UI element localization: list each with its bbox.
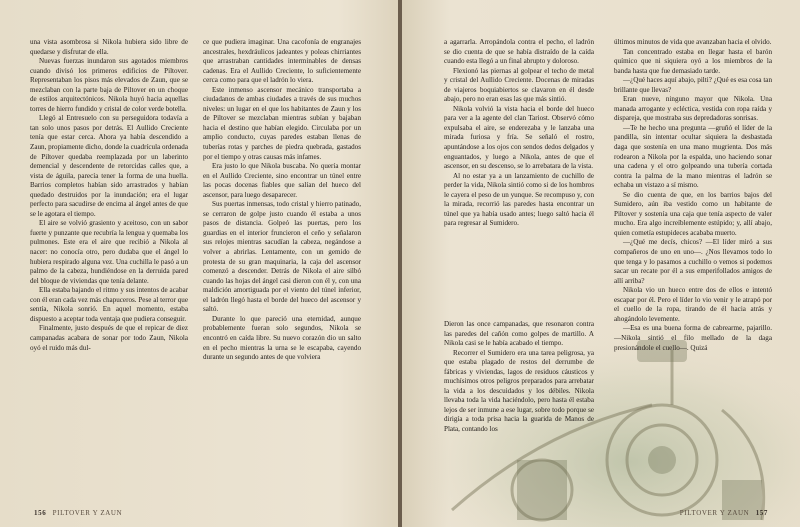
running-head: PILTOVER Y ZAUN (52, 509, 123, 517)
paragraph: Ella estaba bajando el ritmo y sus intentos de acabar con él eran cada vez más chapuceros. Pese al terror que sentía, Nikola sonrió. En aquel momento, estaba dispuesto a aceptar toda ventaja que pudiera conseguir. (30, 286, 188, 323)
paragraph: Nikola volvió la vista hacia el borde del hueco para ver a la agente del clan Tariost. Observó cómo expulsaba el aire, se enderezaba y le lanzaba una mirada furiosa y fría. Se señaló el rostro, apuntándose a los ojos con sendos dedos delgados y enguantados, y luego a Nikola, antes de que el ascensor, en su descenso, se lo arrebatara de la vista. (444, 104, 594, 171)
left-page (0, 0, 398, 527)
paragraph: Llegó al Entresuelo con su perseguidora todavía a tan solo unos pasos por detrás. El Aullido Creciente tenía que estar cerca. Ahora ya había descendido a Zaun, propiamente dicho, donde la cuadrícula ordenada de Piltover quedaba reemplazada por un laberinto demencial y descendente de retorcidas calles que, a vista de águila, parecía tener la forma de una huella. Barrios completos habían sido arrastrados y habían quedado destruidos por la inundación; era el lugar perfecto para sacudirse de encima al ángel antes de que se le agotara el tiempo. (30, 114, 188, 218)
right-column-1-lower (444, 320, 594, 435)
paragraph: Era justo lo que Nikola buscaba. No quería montar en el Aullido Creciente, sino encontrar un túnel entre las pocas docenas fiables que salían del hueco del ascensor, para luego desaparecer. (203, 162, 361, 199)
paragraph: Este inmenso ascensor mecánico transportaba a ciudadanos de ambas ciudades a través de sus muchos niveles: un lugar en el que los habitantes de Zaun y los de Piltover se mezclaban mientras subían y bajaban hacia el destino que habían elegido. Circulaba por un amplio conducto, cuyas paredes estaban llenas de tuberías rotas y parches de piedra quebrada, gastados por el tiempo y otras causas más infames. (203, 85, 361, 161)
paragraph: últimos minutos de vida que avanzaban hacia el olvido. (614, 38, 772, 46)
paragraph: Tan concentrado estaba en llegar hasta el barón químico que ni siquiera oyó a los miembros de la banda hasta que fue demasiado tarde. (614, 47, 772, 75)
left-page-footer (30, 509, 122, 517)
paragraph: El aire se volvió grasiento y aceitoso, con un sabor fuerte y punzante que recubría la lengua y quemaba los pulmones. Este era el aire que recibió a Nikola al nacer: no conocía otro, pero dudaba que el ángel lo hubiera respirado alguna vez. Una cuchilla le pasó a un palmo de la cabeza, hundiéndose en la derruida pared del bloque de viviendas que tenía delante. (30, 219, 188, 285)
paragraph: Durante lo que pareció una eternidad, aunque probablemente fueran solo segundos, Nikola se encontró en caída libre. Su nuevo corazón dio un salto en el pecho mientras la urna se le escapaba, cayendo durante un segundo antes de que volviera (203, 314, 361, 362)
paragraph: Eran nueve, ninguno mayor que Nikola. Una manada arrogante y ecléctica, vestida con ropa raída y dispareja, que mostraba sus depredadoras sonrisas. (614, 95, 772, 123)
paragraph: Se dio cuenta de que, en los barrios bajos del Sumidero, aún iba vestido como un habitante de Piltover y sostenía una caja que tenía aspecto de valer mucho. Era algo increíblemente estúpido; y, allí abajo, quien cometía estupideces acababa muerto. (614, 190, 772, 237)
right-page-footer (680, 509, 772, 517)
left-column-1 (30, 38, 188, 353)
paragraph: —Te he hecho una pregunta —gruñó el líder de la pandilla, sin intentar ocultar siquiera la desbastada daga que sostenía en una mano mugrienta. Dos más rodearon a Nikola por la espalda, uno haciendo sonar una cadena y el otro golpeando una tubería cortada contra la palma de la mano mientras el ladrón se echaba un vistazo a sí mismo. (614, 123, 772, 190)
paragraph: Al no estar ya a un lanzamiento de cuchillo de perder la vida, Nikola sintió como si de los hombros le cayera el peso de un yunque. Se recompuso y, con la mirada, recorrió las paredes hasta encontrar un túnel que ya había usado antes; luego saltó hacia él para regresar al Sumidero. (444, 171, 594, 228)
paragraph: Nikola vio un hueco entre dos de ellos e intentó escapar por él. Pero el líder lo vio venir y le atrapó por el cuello de la ropa, tirando de él hacia atrás y ahogándolo levemente. (614, 286, 772, 323)
page-number: 156 (34, 509, 47, 517)
right-page (402, 0, 800, 527)
paragraph: a agarrarla. Arropándola contra el pecho, el ladrón se dio cuenta de que se había distraído de la caída cuando esta llegó a un final abrupto y doloroso. (444, 38, 594, 66)
paragraph: Sus puertas inmensas, todo cristal y hierro patinado, se cerraron de golpe justo cuando él estaba a unos pasos de distancia. Golpeó las puertas, pero los guardias en el interior fruncieron el ceño y señalaron sus relojes mientras sacudían la cabeza, negándose a volver a abrirlas. Lentamente, con un gemido de protesta de su gran maquinaria, la caja del ascensor comenzó a descender. Detrás de Nikola el aire silbó cuando las hojas del ángel casi dieron con él y, con una maldición amortiguada por el viento del túnel inferior, el ladrón llegó hasta el borde del hueco del ascensor y saltó. (203, 200, 361, 314)
paragraph: —¿Qué me decís, chicos? —El líder miró a sus compañeros de uno en uno—. ¿Nos llevamos todo lo que tenga y lo pasamos a cuchillo o vemos si podemos sacar un recate por él a sus emperifollados amigos de allí arriba? (614, 238, 772, 285)
paragraph: Nuevas fuerzas inundaron sus agotados miembros cuando divisó los primeros edificios de Piltover. Representaban los pisos más elevados de Zaun, que se mezclaban con la parte baja de Piltover en un choque de estilos arquitectónicos. Nikola huyó hacia aquellas torres de hierro fundido y cristal de color verde botella. (30, 57, 188, 113)
paragraph: ce que pudiera imaginar. Una cacofonía de engranajes ancestrales, hexdráulicos jadeantes y poleas chirriantes que arrastraban cantidades interminables de densas cadenas. Era el Aullido Creciente, lo suficientemente cerca como para que el ladrón lo viera. (203, 38, 361, 85)
paragraph: —Esa es una buena forma de cabrearme, pajarillo. —Nikola sintió el filo mellado de la daga presionándole el cuello—. Quizá (614, 324, 772, 352)
paragraph: Dieron las once campanadas, que resonaron contra las paredes del cañón como golpes de martillo. A Nikola casi se le había acabado el tiempo. (444, 320, 594, 348)
paragraph: una vista asombrosa si Nikola hubiera sido libre de quedarse y disfrutar de ella. (30, 38, 188, 56)
paragraph: Recorrer el Sumidero era una tarea peligrosa, ya que estaba plagado de restos del derrumbe de fábricas y viviendas, lagos de residuos cáusticos y muchísimos otros peligros preparados para arrebatar la vida a los descuidados y los débiles. Nikola llevaba toda la vida haciéndolo, pero hasta él estaba lejos de ser inmune a ese lugar, sobre todo porque se dirigía a toda prisa hacia la guarida de Manos de Plata, contando los (444, 348, 594, 434)
right-column-1-upper (444, 38, 594, 229)
right-column-2 (614, 38, 772, 353)
paragraph: —¿Qué haces aquí abajo, pilti? ¿Qué es esa cosa tan brillante que llevas? (614, 76, 772, 94)
running-head: PILTOVER Y ZAUN (679, 509, 750, 517)
paragraph: Finalmente, justo después de que el repicar de diez campanadas acabara de sonar por todo Zaun, Nikola oyó el ruido más dul- (30, 324, 188, 352)
left-column-2 (203, 38, 361, 363)
page-number: 157 (755, 509, 768, 517)
paragraph: Flexionó las piernas al golpear el techo de metal y cristal del Aullido Creciente. Docenas de miradas de viajeros boquiabiertos se clavaron en él desde abajo, pero no eran esas las que más sintió. (444, 66, 594, 104)
